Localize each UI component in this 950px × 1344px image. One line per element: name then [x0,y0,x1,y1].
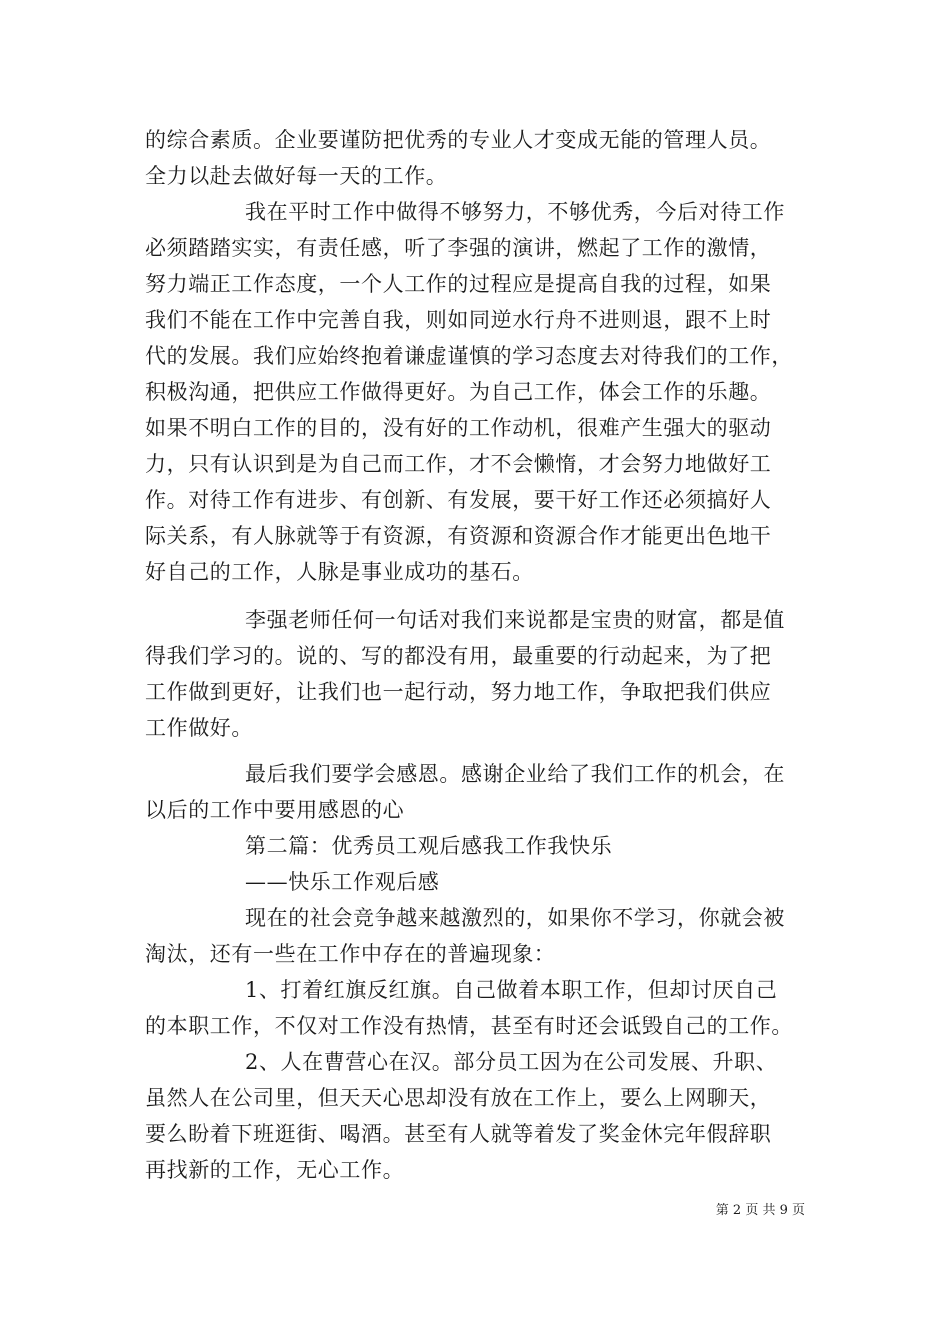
paragraph-start-line: 李强老师任何一句话对我们来说都是宝贵的财富，都是值 [245,608,785,632]
text-line: 际关系，有人脉就等于有资源，有资源和资源合作才能更出色地干 [145,524,772,548]
text-line: 我们不能在工作中完善自我，则如同逆水行舟不进则退，跟不上时 [145,308,772,332]
paragraph-start-line: 我在平时工作中做得不够努力，不够优秀，今后对待工作 [245,200,785,224]
text-line: 虽然人在公司里，但天天心思却没有放在工作上，要么上网聊天， [145,1086,772,1110]
paragraph-start-line: 现在的社会竞争越来越激烈的，如果你不学习，你就会被 [245,906,785,930]
text-line: 要么盼着下班逛街、喝酒。甚至有人就等着发了奖金休完年假辞职 [145,1122,772,1146]
text-line: 作。对待工作有进步、有创新、有发展，要干好工作还必须搞好人 [145,488,772,512]
text-line: 工作做到更好，让我们也一起行动，努力地工作，争取把我们供应 [145,680,772,704]
text-line: 工作做好。 [145,716,253,740]
section-subtitle: ——快乐工作观后感 [245,870,440,894]
section-title: 第二篇：优秀员工观后感我工作我快乐 [245,834,613,858]
text-line: 代的发展。我们应始终抱着谦虚谨慎的学习态度去对待我们的工作， [145,344,793,368]
text-line: 努力端正工作态度，一个人工作的过程应是提高自我的过程，如果 [145,272,772,296]
text-line: 得我们学习的。说的、写的都没有用，最重要的行动起来，为了把 [145,644,772,668]
text-line: 的本职工作，不仅对工作没有热情，甚至有时还会诋毁自己的工作。 [145,1014,793,1038]
text-line: 的综合素质。企业要谨防把优秀的专业人才变成无能的管理人员。 [145,128,772,152]
text-line: 好自己的工作，人脉是事业成功的基石。 [145,560,534,584]
list-item-start-line: 1、打着红旗反红旗。自己做着本职工作，但却讨厌自己 [245,978,778,1002]
text-line: 以后的工作中要用感恩的心 [145,798,405,822]
paragraph-start-line: 最后我们要学会感恩。感谢企业给了我们工作的机会，在 [245,762,785,786]
text-line: 淘汰，还有一些在工作中存在的普遍现象： [145,942,556,966]
text-line: 全力以赴去做好每一天的工作。 [145,164,448,188]
text-line: 力，只有认识到是为自己而工作，才不会懒惰，才会努力地做好工 [145,452,772,476]
text-line: 必须踏踏实实，有责任感，听了李强的演讲，燃起了工作的激情， [145,236,772,260]
list-item-start-line: 2、人在曹营心在汉。部分员工因为在公司发展、升职、 [245,1050,778,1074]
text-line: 再找新的工作，无心工作。 [145,1158,405,1182]
text-line: 积极沟通，把供应工作做得更好。为自己工作，体会工作的乐趣。 [145,380,772,404]
text-line: 如果不明白工作的目的，没有好的工作动机，很难产生强大的驱动 [145,416,772,440]
page-number-footer: 第 2 页 共 9 页 [715,1203,805,1218]
